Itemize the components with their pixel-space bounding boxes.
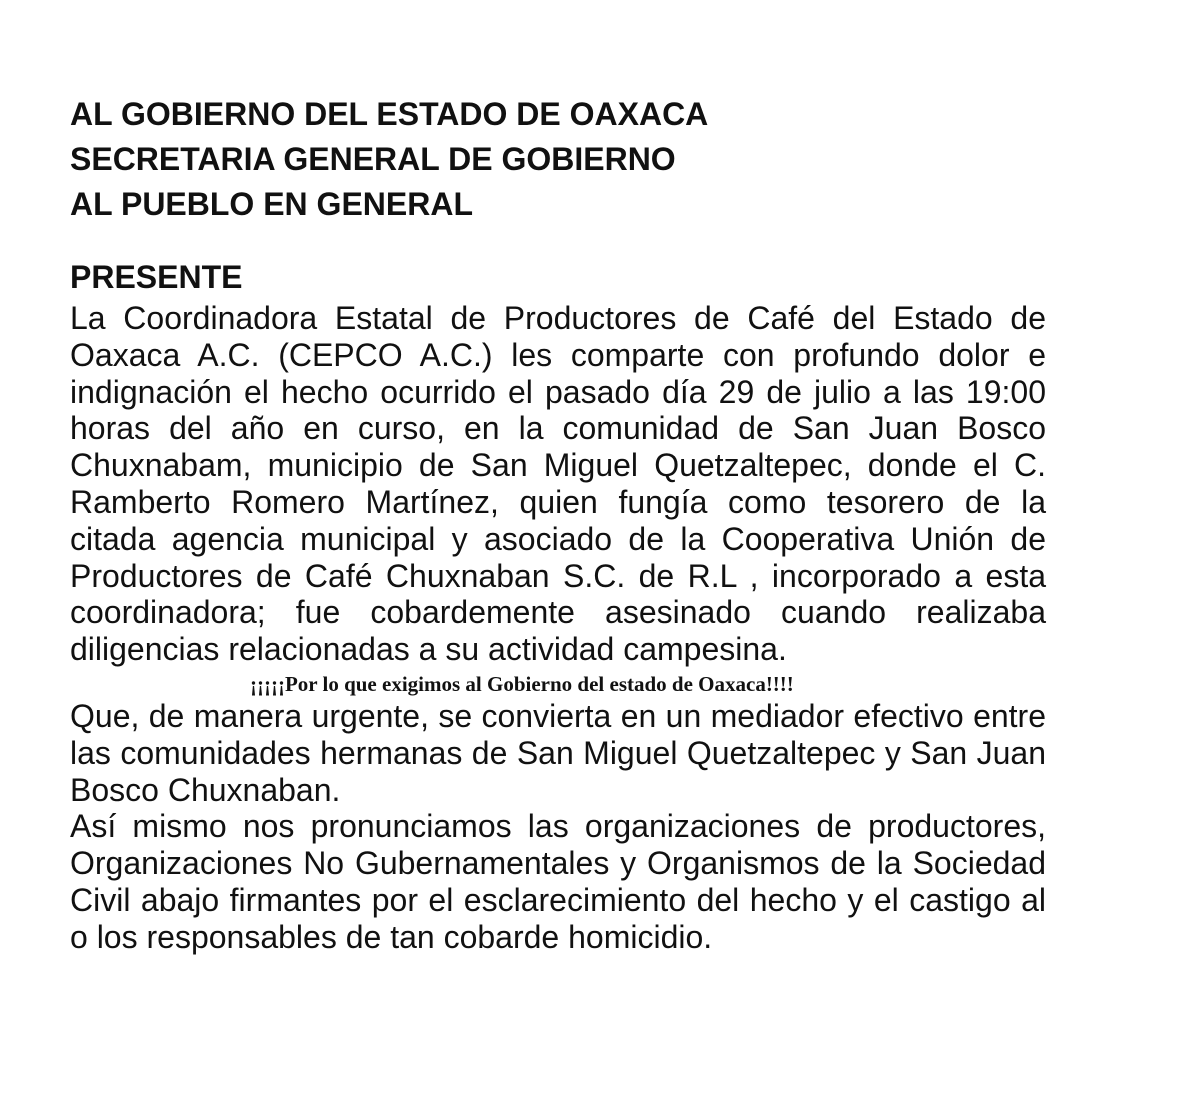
paragraph-pronouncement: Así mismo nos pronunciamos las organizaciones de productores, Organizaciones No Gubernamentales y Organismos de la Sociedad Civil abajo firmantes por el esclarecimiento del hecho y el castigo al o los responsables de tan cobarde homicidio. xyxy=(70,808,1046,955)
addressee-line-2: SECRETARIA GENERAL DE GOBIERNO xyxy=(70,141,676,177)
heading-spacer xyxy=(70,227,1046,255)
paragraph-announcement: La Coordinadora Estatal de Productores de Café del Estado de Oaxaca A.C. (CEPCO A.C.) les comparte con profundo dolor e indignación el hecho ocurrido el pasado día 29 de julio a las 19:00 horas del año en curso, en la comunidad de San Juan Bosco Chuxnabam, municipio de San Miguel Quetzaltepec, donde el C. Ramberto Romero Martínez, quien fungía como tesorero de la citada agencia municipal y asociado de la Cooperativa Unión de Productores de Café Chuxnaban S.C. de R.L , incorporado a esta coordinadora; fue cobardemente asesinado cuando realizaba diligencias relacionadas a su actividad campesina. xyxy=(70,300,1046,668)
demand-line: ¡¡¡¡¡Por lo que exigimos al Gobierno del estado de Oaxaca!!!! xyxy=(250,671,794,696)
paragraph-mediation-request: Que, de manera urgente, se convierta en un mediador efectivo entre las comunidades hermanas de San Miguel Quetzaltepec y San Juan Bosco Chuxnaban. xyxy=(70,697,1046,808)
addressee-line-3: AL PUEBLO EN GENERAL xyxy=(70,186,473,222)
salutation: PRESENTE xyxy=(70,259,243,295)
letter-document xyxy=(70,92,1046,956)
addressee-line-1: AL GOBIERNO DEL ESTADO DE OAXACA xyxy=(70,96,709,132)
